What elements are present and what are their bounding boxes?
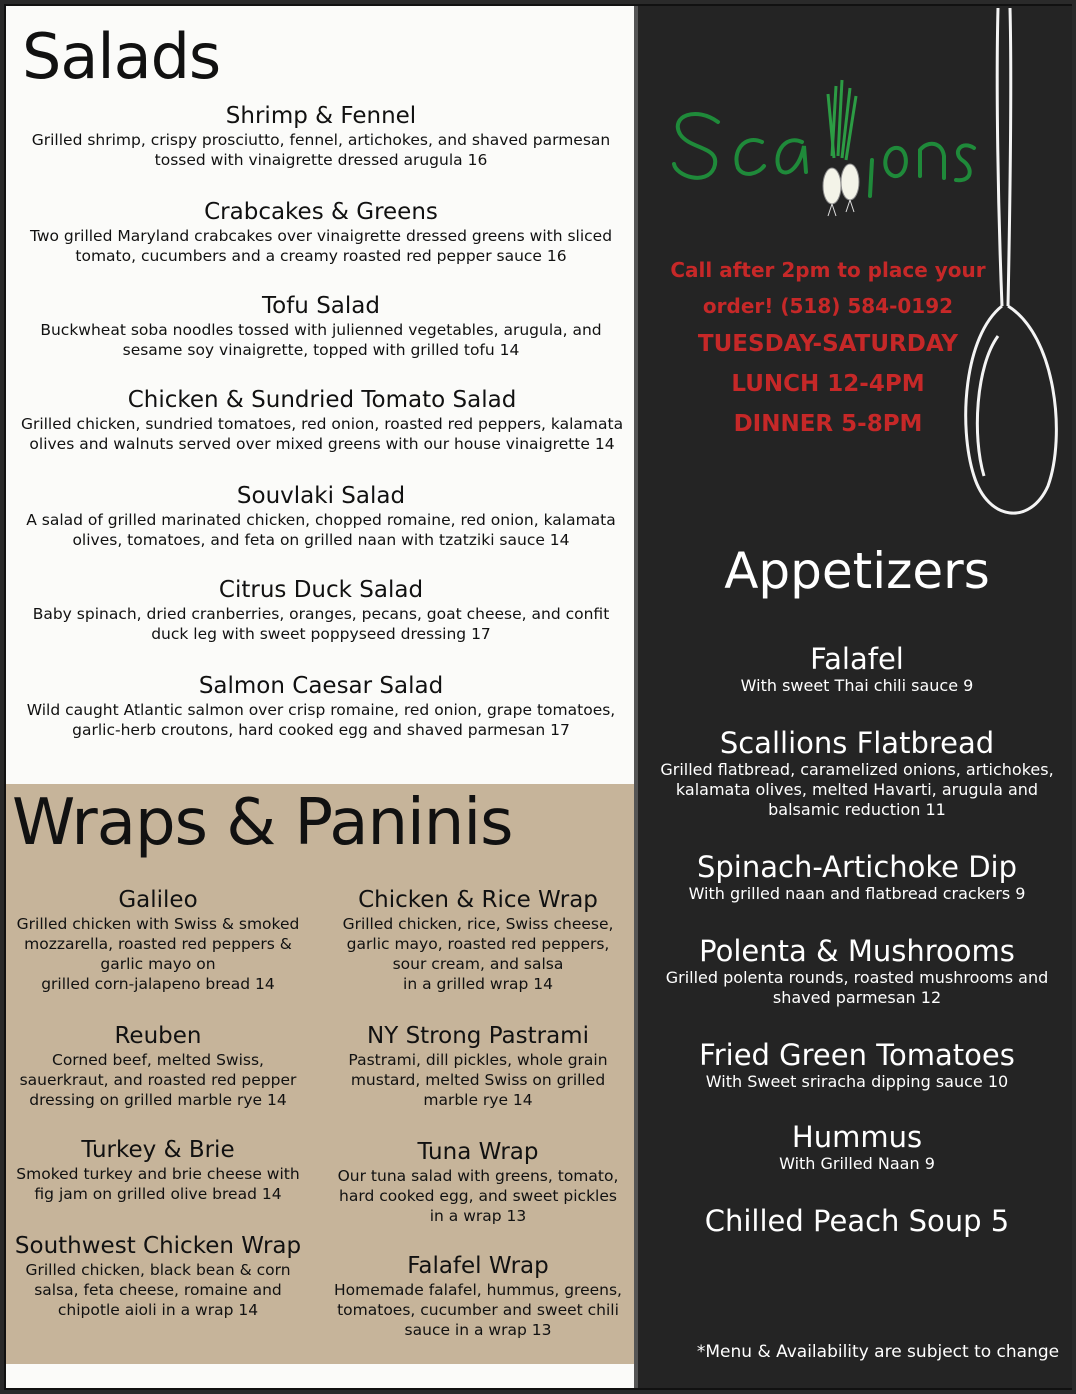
item-desc: With Grilled Naan 9 (779, 1154, 935, 1173)
salad-item (16, 672, 626, 740)
item-name: Falafel (810, 642, 904, 676)
item-name: Spinach-Artichoke Dip (696, 850, 1018, 884)
wrap-item (8, 1136, 308, 1204)
item-name: Scallions Flatbread (719, 726, 995, 760)
salad-item (16, 482, 626, 550)
salads-title: Salads (22, 20, 221, 93)
salad-item (16, 102, 626, 170)
scallions-logo (666, 76, 986, 226)
item-name: Chicken & Rice Wrap (358, 887, 598, 913)
item-desc: Pastrami, dill pickles, whole grain mustard, melted Swiss on grilled marble rye 14 (348, 1051, 608, 1109)
item-desc: Corned beef, melted Swiss, sauerkraut, and roasted red pepper dressing on grilled marble rye 14 (19, 1051, 297, 1109)
item-desc: Grilled chicken, rice, Swiss cheese, garlic mayo, roasted red peppers, sour cream, and salsa in a grilled wrap 14 (342, 915, 614, 993)
item-name: Souvlaki Salad (236, 483, 406, 509)
item-name: Reuben (114, 1023, 202, 1049)
item-desc: Grilled chicken with Swiss & smoked mozzarella, roasted red peppers & garlic mayo on grilled corn-jalapeno bread 14 (16, 915, 300, 993)
item-name: Falafel Wrap (407, 1253, 549, 1279)
item-desc: Two grilled Maryland crabcakes over vinaigrette dressed greens with sliced tomato, cucumbers and a creamy roasted red pepper sauce 16 (29, 227, 613, 265)
appetizer-item (638, 1038, 1076, 1092)
appetizer-item (638, 934, 1076, 1008)
item-desc: Buckwheat soba noodles tossed with julienned vegetables, arugula, and sesame soy vinaigrette, topped with grilled tofu 14 (40, 321, 602, 359)
item-name: Galileo (118, 887, 198, 913)
item-desc: Grilled polenta rounds, roasted mushrooms and shaved parmesan 12 (665, 968, 1049, 1007)
item-name: Shrimp & Fennel (225, 103, 417, 129)
appetizer-item (638, 1120, 1076, 1174)
item-desc: Grilled chicken, sundried tomatoes, red onion, roasted red peppers, kalamata olives and walnuts served over mixed greens with our house vinaigrette 14 (20, 415, 624, 453)
item-desc: Our tuna salad with greens, tomato, hard cooked egg, and sweet pickles in a wrap 13 (337, 1167, 619, 1225)
dinner-text: DINNER 5-8PM (733, 411, 923, 437)
item-desc: Grilled flatbread, caramelized onions, artichokes, kalamata olives, melted Havarti, arugula and balsamic reduction 11 (660, 760, 1054, 819)
item-name: Tuna Wrap (417, 1139, 539, 1165)
lunch-text: LUNCH 12-4PM (731, 371, 925, 397)
item-name: Tofu Salad (262, 293, 380, 319)
item-name: Turkey & Brie (81, 1137, 235, 1163)
appetizer-item (638, 1204, 1076, 1238)
left-column (6, 6, 634, 1388)
menu-page (4, 4, 1072, 1390)
item-desc: Homemade falafel, hummus, greens, tomatoes, cucumber and sweet chili sauce in a wrap 13 (334, 1281, 622, 1339)
wrap-item (328, 886, 628, 994)
item-name: Chicken & Sundried Tomato Salad (127, 387, 517, 413)
salads-section (6, 6, 634, 784)
wraps-section (6, 784, 634, 1364)
item-name: Hummus (791, 1120, 923, 1154)
salad-item (16, 198, 626, 266)
left-bottom-strip (6, 1364, 634, 1388)
wraps-title: Wraps & Paninis (12, 786, 513, 860)
item-desc: Smoked turkey and brie cheese with fig jam on grilled olive bread 14 (16, 1165, 300, 1203)
right-column (634, 6, 1072, 1388)
item-name: Citrus Duck Salad (218, 577, 424, 603)
wrap-item (8, 1232, 308, 1320)
days-text: TUESDAY-SATURDAY (697, 331, 959, 357)
item-name: Chilled Peach Soup 5 (704, 1204, 1010, 1238)
item-name: Southwest Chicken Wrap (14, 1233, 302, 1259)
appetizers-title: Appetizers (724, 542, 990, 600)
appetizer-item (638, 726, 1076, 820)
item-desc: With grilled naan and flatbread crackers 9 (688, 884, 1026, 903)
wrap-item (328, 1022, 628, 1110)
phone-text: order! (518) 584-0192 (702, 294, 954, 318)
salad-item (16, 292, 626, 360)
wrap-item (328, 1252, 628, 1340)
item-desc: With sweet Thai chili sauce 9 (740, 676, 974, 695)
availability-note: *Menu & Availability are subject to change (696, 1342, 1060, 1362)
item-desc: Wild caught Atlantic salmon over crisp romaine, red onion, grape tomatoes, garlic-herb croutons, hard cooked egg and shaved parmesan 17 (26, 701, 616, 739)
hours-info (638, 252, 1018, 444)
salad-item (12, 386, 632, 454)
item-name: Fried Green Tomatoes (699, 1038, 1015, 1072)
item-desc: A salad of grilled marinated chicken, chopped romaine, red onion, kalamata olives, tomatoes, and feta on grilled naan with tzatziki sauce 14 (26, 511, 616, 549)
item-desc: With Sweet sriracha dipping sauce 10 (705, 1072, 1009, 1091)
appetizer-item (638, 642, 1076, 696)
item-name: NY Strong Pastrami (367, 1023, 589, 1049)
item-desc: Baby spinach, dried cranberries, oranges, pecans, goat cheese, and confit duck leg with sweet poppyseed dressing 17 (32, 605, 610, 643)
item-desc: Grilled chicken, black bean & corn salsa, feta cheese, romaine and chipotle aioli in a wrap 14 (25, 1261, 291, 1319)
salad-item (16, 576, 626, 644)
call-text: Call after 2pm to place your (670, 258, 986, 282)
appetizer-item (638, 850, 1076, 904)
item-name: Salmon Caesar Salad (198, 673, 444, 699)
wrap-item (328, 1138, 628, 1226)
item-name: Polenta & Mushrooms (699, 934, 1015, 968)
item-desc: Grilled shrimp, crispy prosciutto, fennel, artichokes, and shaved parmesan tossed with vinaigrette dressed arugula 16 (31, 131, 611, 169)
item-name: Crabcakes & Greens (204, 199, 438, 225)
wrap-item (8, 1022, 308, 1110)
wrap-item (8, 886, 308, 994)
